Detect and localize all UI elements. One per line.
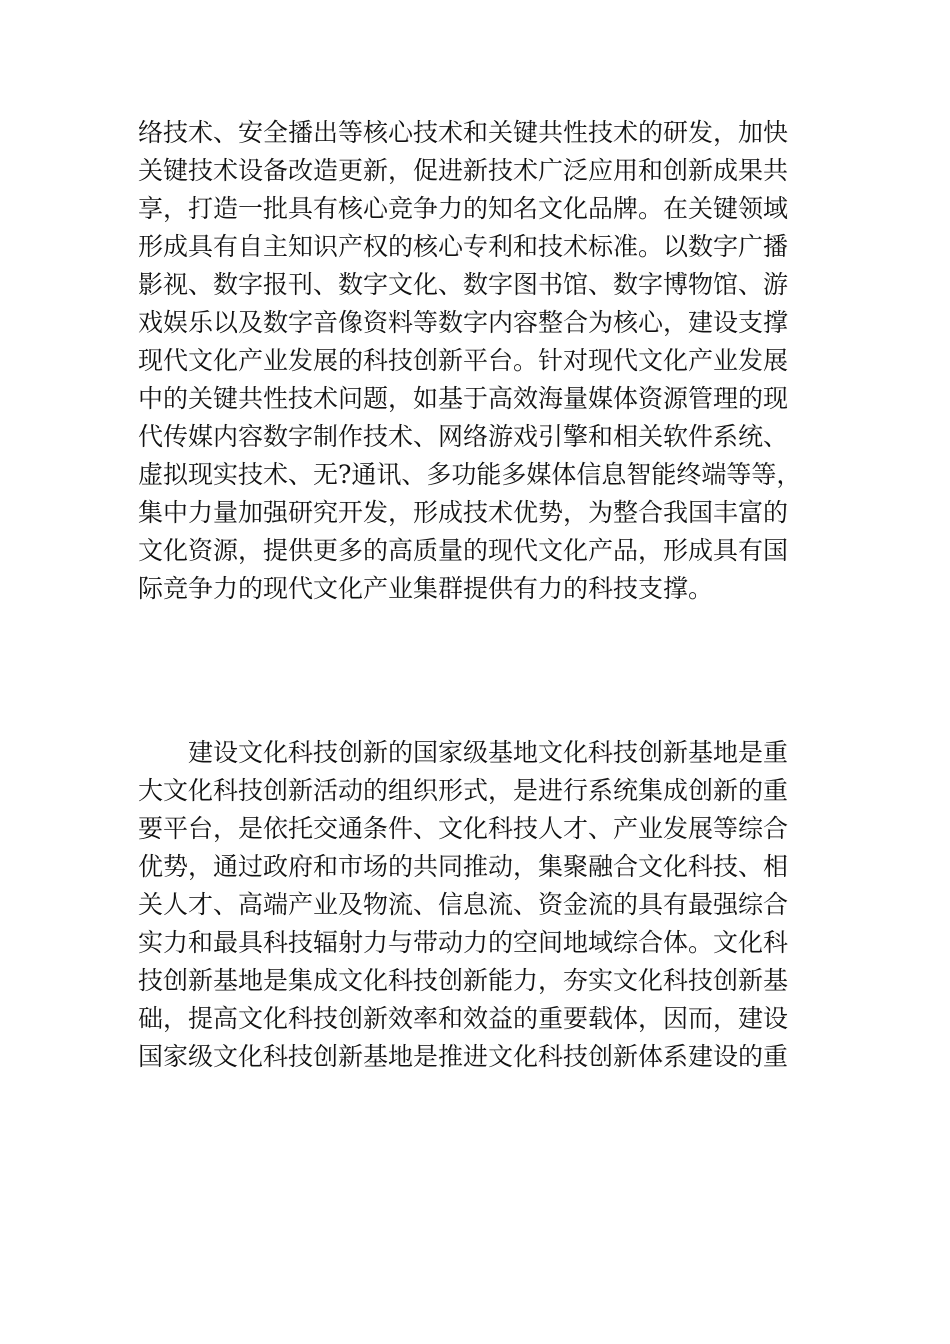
paragraph-1-line: 享，打造一批具有核心竞争力的知名文化品牌。在关键领域 bbox=[138, 194, 789, 223]
paragraph-1-line: 络技术、安全播出等核心技术和关键共性技术的研发，加快 bbox=[138, 118, 789, 147]
paragraph-1 bbox=[138, 114, 818, 608]
paragraph-1-line: 现代文化产业发展的科技创新平台。针对现代文化产业发展 bbox=[138, 346, 789, 375]
paragraph-1-line: 中的关键共性技术问题，如基于高效海量媒体资源管理的现 bbox=[138, 384, 789, 413]
paragraph-1-line: 虚拟现实技术、无?通讯、多功能多媒体信息智能终端等等， bbox=[138, 460, 802, 489]
paragraph-1-line: 代传媒内容数字制作技术、网络游戏引擎和相关软件系统、 bbox=[138, 422, 789, 451]
paragraph-1-line: 集中力量加强研究开发，形成技术优势，为整合我国丰富的 bbox=[138, 498, 789, 527]
paragraph-2-line: 要平台，是依托交通条件、文化科技人才、产业发展等综合 bbox=[138, 814, 789, 843]
paragraph-2 bbox=[138, 734, 818, 1076]
paragraph-2-line: 技创新基地是集成文化科技创新能力，夯实文化科技创新基 bbox=[138, 966, 789, 995]
paragraph-2-line: 大文化科技创新活动的组织形式，是进行系统集成创新的重 bbox=[138, 776, 789, 805]
paragraph-1-line: 戏娱乐以及数字音像资料等数字内容整合为核心，建设支撑 bbox=[138, 308, 789, 337]
paragraph-2-line: 建设文化科技创新的国家级基地文化科技创新基地是重 bbox=[188, 738, 789, 767]
paragraph-2-line: 实力和最具科技辐射力与带动力的空间地域综合体。文化科 bbox=[138, 928, 789, 957]
paragraph-2-line: 优势，通过政府和市场的共同推动，集聚融合文化科技、相 bbox=[138, 852, 789, 881]
paragraph-2-line: 国家级文化科技创新基地是推进文化科技创新体系建设的重 bbox=[138, 1042, 789, 1071]
paragraph-2-line: 础，提高文化科技创新效率和效益的重要载体，因而，建设 bbox=[138, 1004, 789, 1033]
paragraph-1-line: 形成具有自主知识产权的核心专利和技术标准。以数字广播 bbox=[138, 232, 789, 261]
paragraph-1-line: 关键技术设备改造更新，促进新技术广泛应用和创新成果共 bbox=[138, 156, 789, 185]
paragraph-1-line: 际竞争力的现代文化产业集群提供有力的科技支撑。 bbox=[138, 574, 714, 603]
paragraph-1-line: 文化资源，提供更多的高质量的现代文化产品，形成具有国 bbox=[138, 536, 789, 565]
paragraph-1-line: 影视、数字报刊、数字文化、数字图书馆、数字博物馆、游 bbox=[138, 270, 789, 299]
paragraph-2-line: 关人才、高端产业及物流、信息流、资金流的具有最强综合 bbox=[138, 890, 789, 919]
